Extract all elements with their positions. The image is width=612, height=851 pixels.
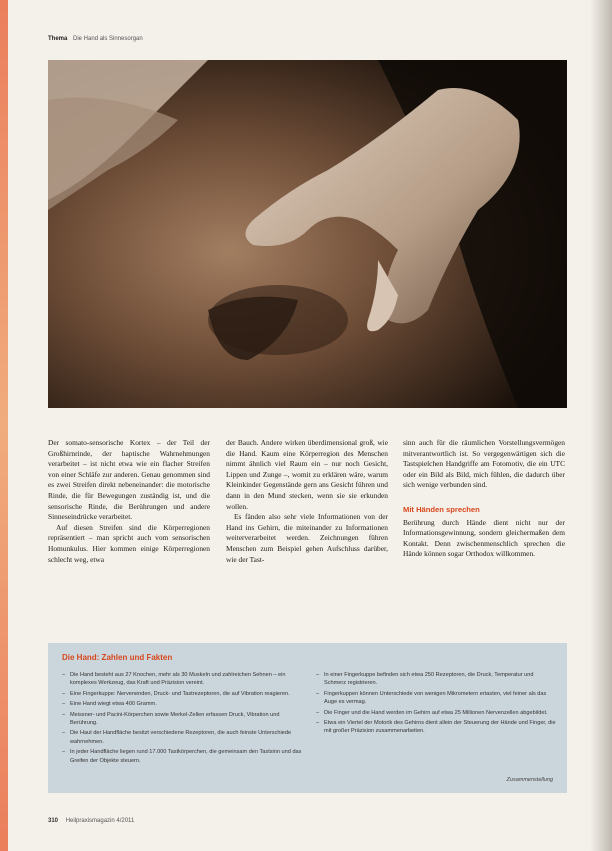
column-2 bbox=[226, 438, 388, 565]
page-footer bbox=[48, 818, 134, 824]
facts-box bbox=[48, 643, 567, 793]
fact-item: – Die Hand besteht aus 27 Knochen, mehr als 30 Muskeln und zahlreichen Sehnen – ein komplexes Werkzeug, das Kraft und Präzision vereint. bbox=[62, 671, 302, 688]
fact-item: – Die Finger und die Hand werden im Gehirn auf etwa 25 Millionen Nervenzellen abgebildet. bbox=[316, 709, 556, 717]
paragraph: Auf diesen Streifen sind die Körperregionen repräsentiert – man spricht auch vom sensorischen Homunkulus. Hier kommen einige Körperregionen schlecht weg, etwa bbox=[48, 522, 210, 564]
paragraph: Berührung durch Hände dient nicht nur der Informationsgewinnung, sondern gleichermaßen dem Kontakt. Denn zwischenmenschlich sprechen die Hände können sogar Orthodox willkommen. bbox=[403, 517, 565, 559]
body-text bbox=[48, 438, 567, 610]
fact-item: – Eine Hand wiegt etwa 400 Gramm. bbox=[62, 700, 302, 708]
fact-item: – In einer Fingerkuppe befinden sich etwa 250 Rezeptoren, die Druck, Temperatur und Schmerz registrieren. bbox=[316, 671, 556, 688]
facts-left-column bbox=[62, 671, 302, 767]
hands-illustration bbox=[48, 60, 567, 408]
fact-item: – Eine Fingerkuppe: Nervenenden, Druck- und Tastrezeptoren, die auf Vibration reagieren. bbox=[62, 690, 302, 698]
facts-source: Zusammenstellung bbox=[506, 777, 553, 783]
paragraph: Der somato-sensorische Kortex – der Teil der Großhirnrinde, der haptische Wahrnehmungen verarbeitet – ist nicht etwa wie ein flacher Streifen von einer Schläfe zur anderen. Genau genommen sind es zwei Streifen direkt nebeneinander: die motorische Rinde, die für Bewegungen zuständig ist, und die sensorische Rinde, die Berührungen und andere Sinneseindrücke verarbeitet. bbox=[48, 438, 210, 522]
header-kicker: Thema bbox=[48, 36, 68, 42]
header-section: Die Hand als Sinnesorgan bbox=[73, 36, 143, 42]
paragraph: Es fänden also sehr viele Informationen von der Hand ins Gehirn, die miteinander zu Informationen weiterverarbeitet werden. Zeichnungen führen Menschen zum Beispiel gehen Aufschluss darüber, wie der Tast- bbox=[226, 512, 388, 564]
paragraph: sinn auch für die räumlichen Vorstellungsvermögen mitverantwortlich ist. So vergegenwärtigen sich die Tastspielchen Handgriffe am Fotomotiv, die ein UTC oder ein Bild als Bild, mich fühlen, die dadurch über sich wenige verbunden sind. bbox=[403, 438, 565, 490]
fact-item: – Fingerkuppen können Unterschiede von wenigen Mikrometern ertasten, viel feiner als das Auge es vermag. bbox=[316, 690, 556, 707]
column-1 bbox=[48, 438, 210, 565]
section-subheading: Mit Händen sprechen bbox=[403, 504, 480, 514]
fact-item: – Die Haut der Handfläche besitzt verschiedene Rezeptoren, die auch feinste Unterschiede wahrnehmen. bbox=[62, 729, 302, 746]
column-3 bbox=[403, 438, 565, 560]
page-gutter-shadow bbox=[590, 0, 612, 851]
facts-box-title: Die Hand: Zahlen und Fakten bbox=[62, 653, 173, 662]
fact-item: – In jeder Handfläche liegen rund 17.000 Tastkörperchen, die gemeinsam den Tastsinn und das Greifen der Objekte steuern. bbox=[62, 748, 302, 765]
paragraph: der Bauch. Andere wirken überdimensional groß, wie die Hand. Kaum eine Körperregion des Menschen nimmt ähnlich viel Raum ein – nur noch Gesicht, Lippen und Zunge –, womit zu erklären wäre, warum Kleinkinder Gegenstände gern ans Gesicht führen und dann in den Mund stecken, wenn sie sie erkunden wollen. bbox=[226, 438, 388, 511]
publication-name: Heilpraxismagazin 4/2011 bbox=[65, 818, 135, 824]
page-edge-stripe bbox=[0, 0, 8, 851]
running-header bbox=[48, 36, 143, 42]
page-number: 310 bbox=[48, 818, 59, 824]
fact-item: – Etwa ein Viertel der Motorik des Gehirns dient allein der Steuerung der Hände und Finger, die mit großer Präzision zusammenarbeiten. bbox=[316, 719, 556, 736]
fact-item: – Meissner- und Pacini-Körperchen sowie Merkel-Zellen erfassen Druck, Vibration und Berührung. bbox=[62, 711, 302, 728]
hands-photo bbox=[48, 60, 567, 408]
facts-right-column bbox=[316, 671, 556, 738]
